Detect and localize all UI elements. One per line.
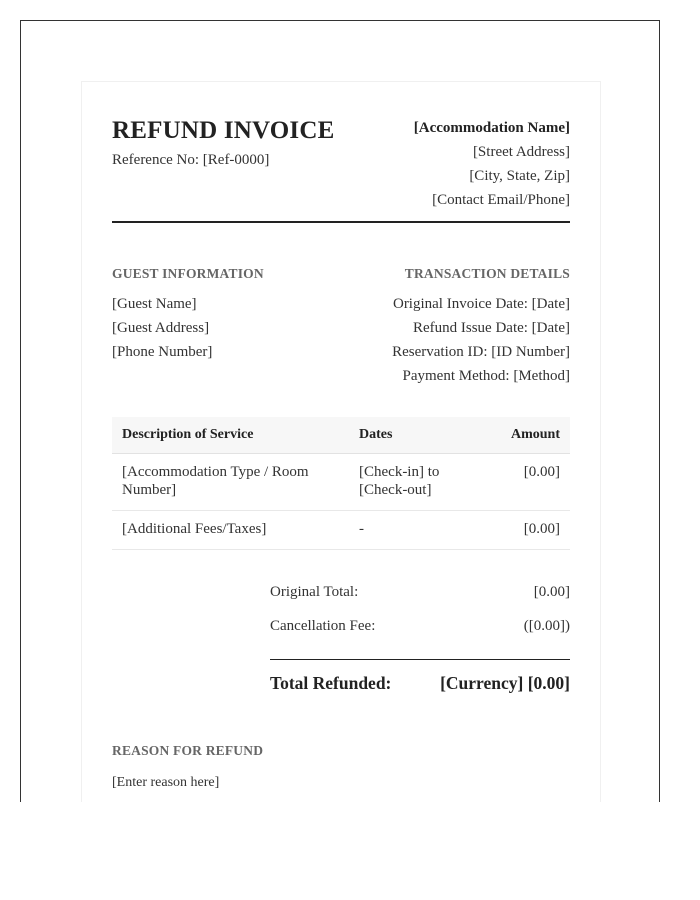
guest-heading: GUEST INFORMATION [112,266,264,281]
business-city: [City, State, Zip] [469,168,570,184]
column-header-dates: Dates [349,417,479,454]
row-dates: [Check-in] to [Check-out] [349,454,479,511]
transaction-heading: TRANSACTION DETAILS [404,266,570,281]
invoice-title: REFUND INVOICE [112,117,335,144]
reason-text: [Enter reason here] [112,775,220,790]
reference-number: Reference No: [Ref-0000] [112,152,270,168]
column-header-amount: Amount [479,417,570,454]
original-total-label: Original Total: [270,584,359,600]
refund-issue-date: Refund Issue Date: [Date] [412,320,570,336]
column-header-description: Description of Service [112,417,349,454]
original-total-value: [0.00] [533,584,570,600]
row-amount: [0.00] [479,511,570,550]
total-refunded-row [270,659,570,700]
table-row [112,511,570,550]
original-invoice-date: Original Invoice Date: [Date] [392,296,570,312]
reason-heading: REASON FOR REFUND [112,743,264,758]
business-name: [Accommodation Name] [413,120,570,136]
payment-method: Payment Method: [Method] [402,368,570,384]
invoice-document [81,81,601,802]
cancellation-fee-value: ([0.00]) [523,618,570,634]
transaction-details [392,265,570,388]
guest-address: [Guest Address] [112,320,210,336]
table-row [112,454,570,511]
business-street: [Street Address] [472,144,570,160]
row-amount: [0.00] [479,454,570,511]
table-header-row [112,417,570,454]
business-details [414,116,570,212]
business-contact: [Contact Email/Phone] [432,192,570,208]
cancellation-fee-label: Cancellation Fee: [270,618,376,634]
original-total-row [270,584,570,618]
reservation-id: Reservation ID: [ID Number] [392,344,570,360]
invoice-content [112,82,570,790]
invoice-header [112,82,570,223]
totals-section [270,584,570,700]
guest-phone: [Phone Number] [112,344,213,360]
page-frame [20,20,660,802]
guest-information [112,265,264,364]
row-description: [Accommodation Type / Room Number] [112,454,349,511]
cancellation-fee-row [270,618,570,652]
row-dates: - [349,511,479,550]
total-refunded-value: [Currency] [0.00] [440,673,570,693]
row-description: [Additional Fees/Taxes] [112,511,349,550]
guest-name: [Guest Name] [112,296,197,312]
services-table [112,417,570,550]
total-refunded-label: Total Refunded: [270,673,392,693]
reason-section [112,742,570,791]
